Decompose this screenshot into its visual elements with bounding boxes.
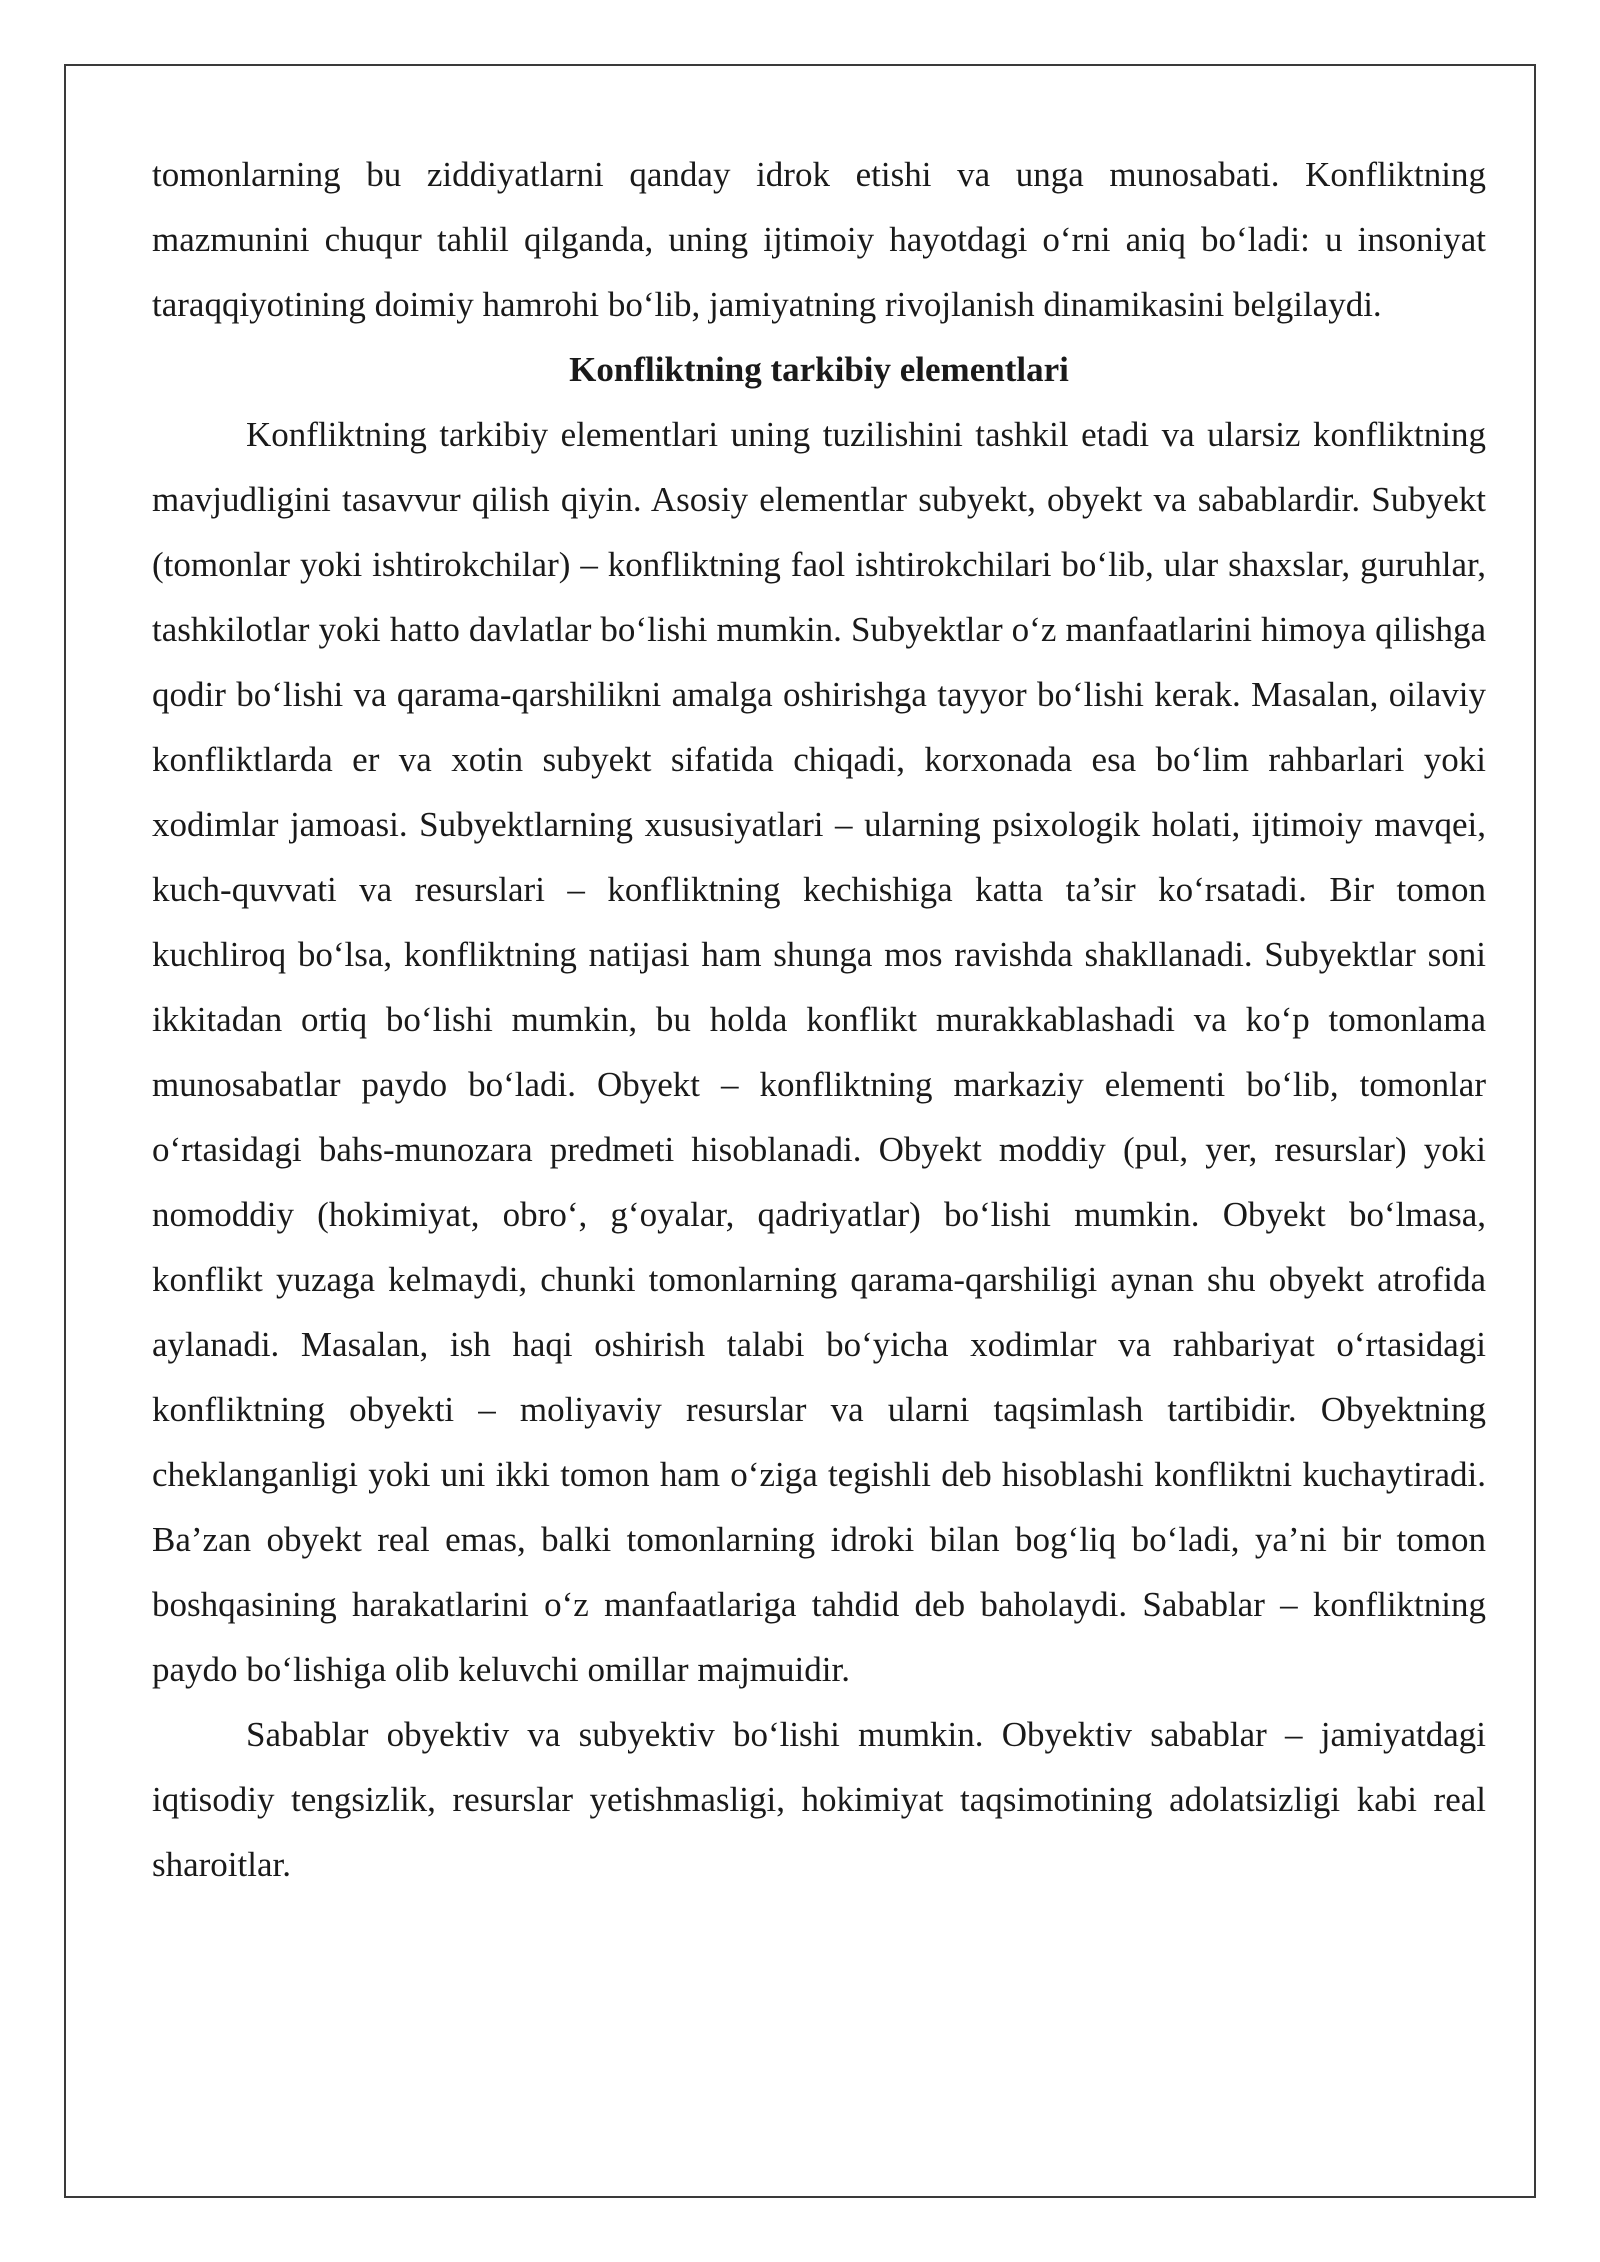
paragraph-continuation: tomonlarning bu ziddiyatlarni qanday idrok etishi va unga munosabati. Konfliktning mazmunini chuqur tahlil qilganda, uning ijtimoiy hayotdagi o‘rni aniq bo‘ladi: u insoniyat taraqqiyotining doimiy hamrohi bo‘lib, jamiyatning rivojlanish dinamikasini belgilaydi. [152, 155, 1486, 324]
paragraph-structural-elements: Konfliktning tarkibiy elementlari uning tuzilishini tashkil etadi va ularsiz konfliktning mavjudligini tasavvur qilish qiyin. Asosiy elementlar subyekt, obyekt va sabablardir. Subyekt (tomonlar yoki ishtirokchilar) – konfliktning faol ishtirokchilari bo‘lib, ular shaxslar, guruhlar, tashkilotlar yoki hatto davlatlar bo‘lishi mumkin. Subyektlar o‘z manfaatlarini himoya qilishga qodir bo‘lishi va qarama-qarshilikni amalga oshirishga tayyor bo‘lishi kerak. Masalan, oilaviy konfliktlarda er va xotin subyekt sifatida chiqadi, korxonada esa bo‘lim rahbarlari yoki xodimlar jamoasi. Subyektlarning xususiyatlari – ularning psixologik holati, ijtimoiy mavqei, kuch-quvvati va resurslari – konfliktning kechishiga katta ta’sir ko‘rsatadi. Bir tomon kuchliroq bo‘lsa, konfliktning natijasi ham shunga mos ravishda shakllanadi. Subyektlar soni ikkitadan ortiq bo‘lishi mumkin, bu holda konflikt murakkablashadi va ko‘p tomonlama munosabatlar paydo bo‘ladi. Obyekt – konfliktning markaziy elementi bo‘lib, tomonlar o‘rtasidagi bahs-munozara predmeti hisoblanadi. Obyekt moddiy (pul, yer, resurslar) yoki nomoddiy (hokimiyat, obro‘, g‘oyalar, qadriyatlar) bo‘lishi mumkin. Obyekt bo‘lmasa, konflikt yuzaga kelmaydi, chunki tomonlarning qarama-qarshiligi aynan shu obyekt atrofida aylanadi. Masalan, ish haqi oshirish talabi bo‘yicha xodimlar va rahbariyat o‘rtasidagi konfliktning obyekti – moliyaviy resurslar va ularni taqsimlash tartibidir. Obyektning cheklanganligi yoki uni ikki tomon ham o‘ziga tegishli deb hisoblashi konfliktni kuchaytiradi. Ba’zan obyekt real emas, balki tomonlarning idroki bilan bog‘liq bo‘ladi, ya’ni bir tomon boshqasining harakatlarini o‘z manfaatlariga tahdid deb baholaydi. Sabablar – konfliktning paydo bo‘lishiga olib keluvchi omillar majmuidir. [152, 415, 1486, 1689]
document-body [152, 142, 1486, 1897]
paragraph-causes: Sabablar obyektiv va subyektiv bo‘lishi mumkin. Obyektiv sabablar – jamiyatdagi iqtisodiy tengsizlik, resurslar yetishmasligi, hokimiyat taqsimotining adolatsizligi kabi real sharoitlar. [152, 1715, 1486, 1884]
section-heading: Konfliktning tarkibiy elementlari [569, 350, 1069, 389]
